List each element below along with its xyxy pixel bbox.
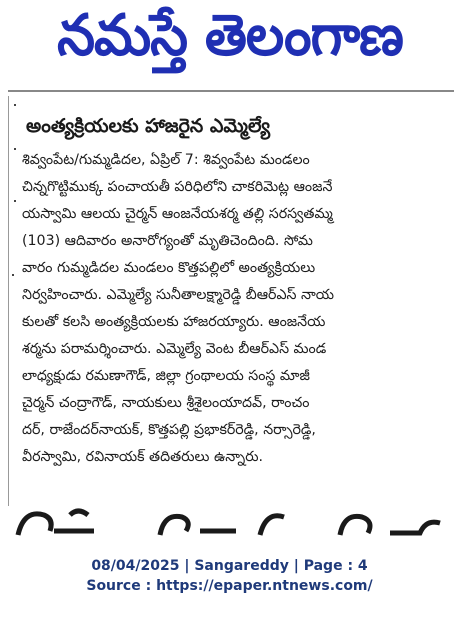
footer-source: Source : https://epaper.ntnews.com/ xyxy=(86,578,373,594)
column-marker xyxy=(14,200,16,202)
article-line: కులతో కలసి అంత్యక్రియలకు హాజరయ్యారు. ఆంజనేయ xyxy=(22,314,326,330)
column-marker xyxy=(12,274,14,276)
cropped-text-graphic xyxy=(10,505,450,539)
cropped-next-headline xyxy=(10,505,450,539)
page-footer xyxy=(0,556,459,596)
article-line: యస్వామి ఆలయ చైర్మన్ ఆంజనేయశర్మ తల్లి సరస్వతమ్మ xyxy=(22,206,333,222)
article-line: శివ్వంపేట/గుమ్మడిదల, ఏప్రిల్ 7: శివ్వంపేట మండలం xyxy=(22,152,310,168)
article-line: చైర్మన్ చంద్రాగౌడ్, నాయకులు శ్రీశైలంయాదవ్, రాంచం xyxy=(22,395,310,411)
article-line: చిన్నగొట్టిముక్క పంచాయతీ పరిధిలోని చాకరిమెట్ల ఆంజనే xyxy=(22,179,333,195)
header-divider xyxy=(8,90,454,92)
article-headline: అంత్యక్రియలకు హాజరైన ఎమ్మెల్యే xyxy=(26,115,271,137)
article-line: వారం గుమ్మడిదల మండలం కొత్తపల్లిలో అంత్యక్రియలు xyxy=(22,260,316,276)
column-marker xyxy=(14,148,16,150)
article-body xyxy=(22,147,442,471)
article-line: నిర్వహించారు. ఎమ్మెల్యే సునీతాలక్ష్మారెడ్డి బీఆర్ఎస్ నాయ xyxy=(22,287,334,303)
article-line: వీరస్వామి, రవినాయక్ తదితరులు ఉన్నారు. xyxy=(22,449,264,465)
article-line: దర్, రాజేందర్‌నాయక్, కొత్తపల్లి ప్రభాకర్‌రెడ్డి, నర్సారెడ్డి, xyxy=(22,422,316,438)
newspaper-masthead: నమస్తే తెలంగాణ xyxy=(57,1,403,68)
column-marker xyxy=(14,104,16,106)
article-line: (103) ఆదివారం అనారోగ్యంతో మృతిచెందింది. సోమ xyxy=(22,233,313,249)
article-line: శర్మను పరామర్శించారు. ఎమ్మెల్యే వెంట బీఆర్ఎస్ మండ xyxy=(22,341,327,357)
article-line: లాధ్యక్షుడు రమణాగౌడ్, జిల్లా గ్రంథాలయ సంస్థ మాజీ xyxy=(22,368,310,384)
footer-dateline: 08/04/2025 | Sangareddy | Page : 4 xyxy=(91,558,368,574)
column-divider xyxy=(8,96,9,506)
